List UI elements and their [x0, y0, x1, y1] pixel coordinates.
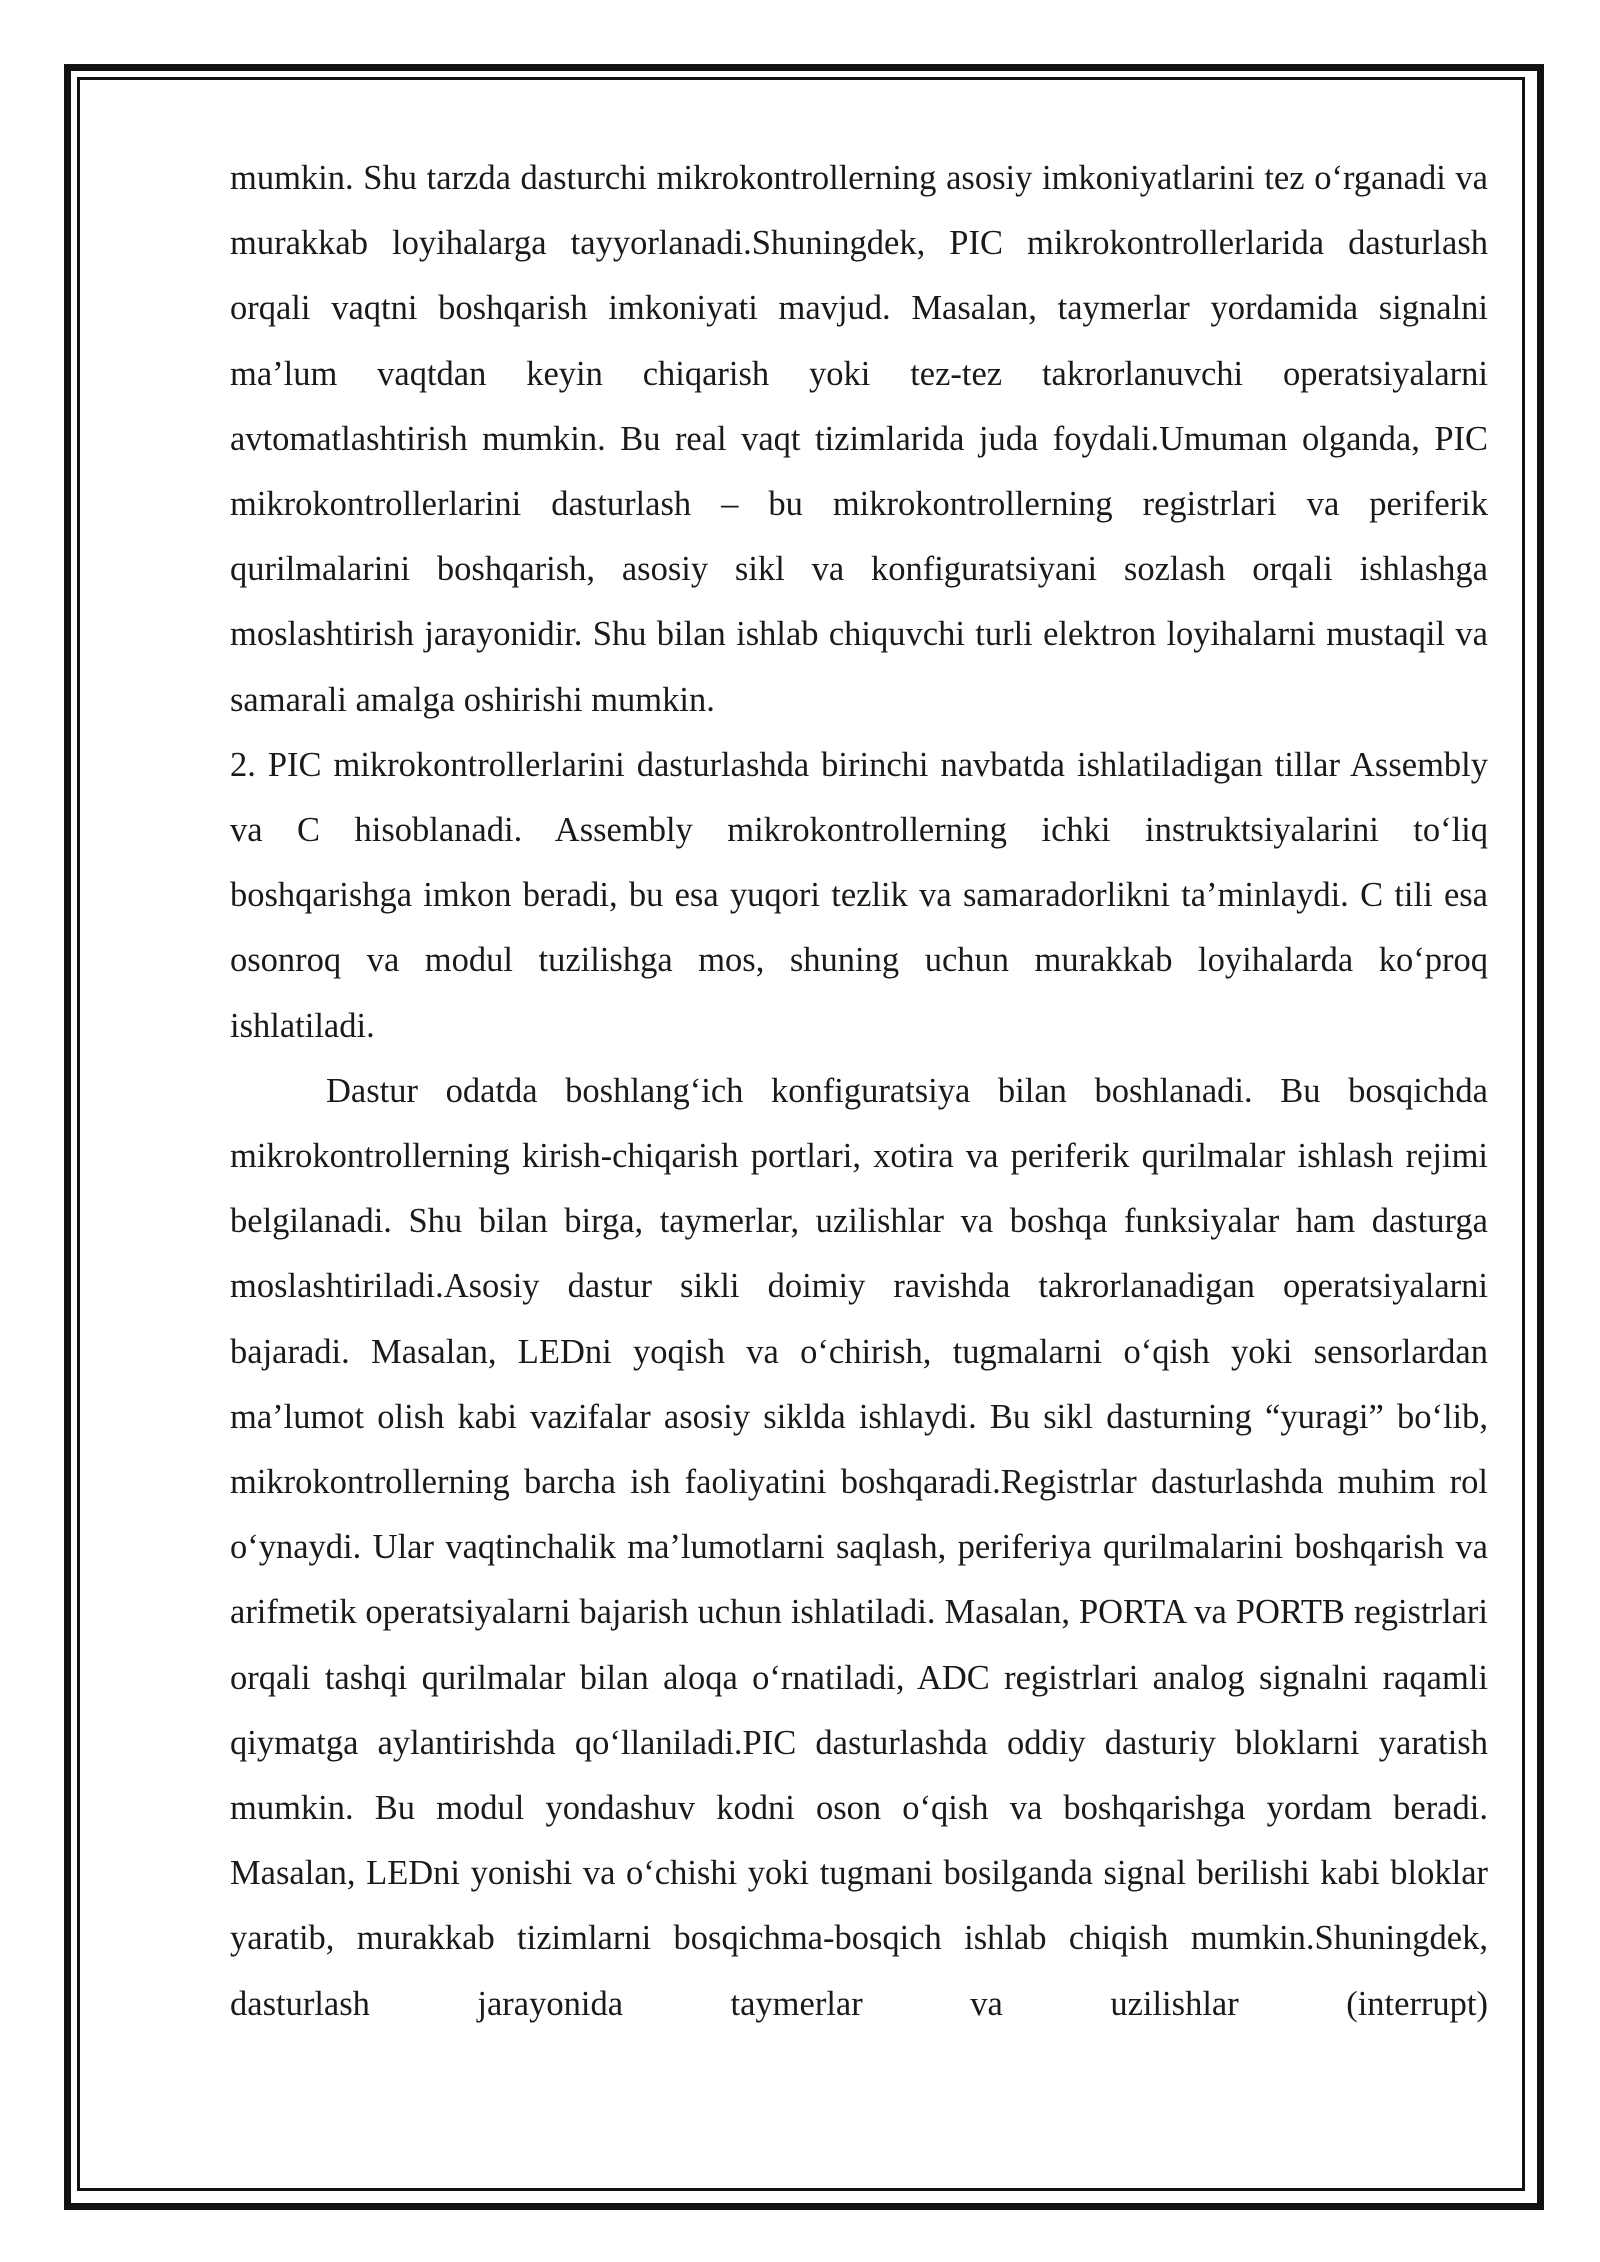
paragraph-2: 2. PIC mikrokontrollerlarini dasturlashda birinchi navbatda ishlatiladigan tillar Assembly va C hisoblanadi. Assembly mikrokontrollerning ichki instruktsiyalarini to‘liq boshqarishga imkon beradi, bu esa yuqori tezlik va samaradorlikni ta’minlaydi. C tili esa osonroq va modul tuzilishga mos, shuning uchun murakkab loyihalarda ko‘proq ishlatiladi.	[230, 745, 1488, 1045]
page-body-text	[230, 146, 1488, 2037]
paragraph-3: Dastur odatda boshlang‘ich konfiguratsiya bilan boshlanadi. Bu bosqichda mikrokontrollerning kirish-chiqarish portlari, xotira va periferik qurilmalar ishlash rejimi belgilanadi. Shu bilan birga, taymerlar, uzilishlar va boshqa funksiyalar ham dasturga moslashtiriladi.Asosiy dastur sikli doimiy ravishda takrorlanadigan operatsiyalarni bajaradi. Masalan, LEDni yoqish va o‘chirish, tugmalarni o‘qish yoki sensorlardan ma’lumot olish kabi vazifalar asosiy siklda ishlaydi. Bu sikl dasturning “yuragi” bo‘lib, mikrokontrollerning barcha ish faoliyatini boshqaradi.Registrlar dasturlashda muhim rol o‘ynaydi. Ular vaqtinchalik ma’lumotlarni saqlash, periferiya qurilmalarini boshqarish va arifmetik operatsiyalarni bajarish uchun ishlatiladi. Masalan, PORTA va PORTB registrlari orqali tashqi qurilmalar bilan aloqa o‘rnatiladi, ADC registrlari analog signalni raqamli qiymatga aylantirishda qo‘llaniladi.PIC dasturlashda oddiy dasturiy bloklarni yaratish mumkin. Bu modul yondashuv kodni oson o‘qish va boshqarishga yordam beradi. Masalan, LEDni yonishi va o‘chishi yoki tugmani bosilganda signal berilishi kabi bloklar yaratib, murakkab tizimlarni bosqichma-bosqich ishlab chiqish mumkin.Shuningdek, dasturlash jarayonida taymerlar va uzilishlar (interrupt)	[230, 1071, 1488, 2023]
paragraph-1: mumkin. Shu tarzda dasturchi mikrokontrollerning asosiy imkoniyatlarini tez o‘rganadi va murakkab loyihalarga tayyorlanadi.Shuningdek, PIC mikrokontrollerlarida dasturlash orqali vaqtni boshqarish imkoniyati mavjud. Masalan, taymerlar yordamida signalni ma’lum vaqtdan keyin chiqarish yoki tez-tez takrorlanuvchi operatsiyalarni avtomatlashtirish mumkin. Bu real vaqt tizimlarida juda foydali.Umuman olganda, PIC mikrokontrollerlarini dasturlash – bu mikrokontrollerning registrlari va periferik qurilmalarini boshqarish, asosiy sikl va konfiguratsiyani sozlash orqali ishlashga moslashtirish jarayonidir. Shu bilan ishlab chiquvchi turli elektron loyihalarni mustaqil va samarali amalga oshirishi mumkin.	[230, 159, 1488, 719]
